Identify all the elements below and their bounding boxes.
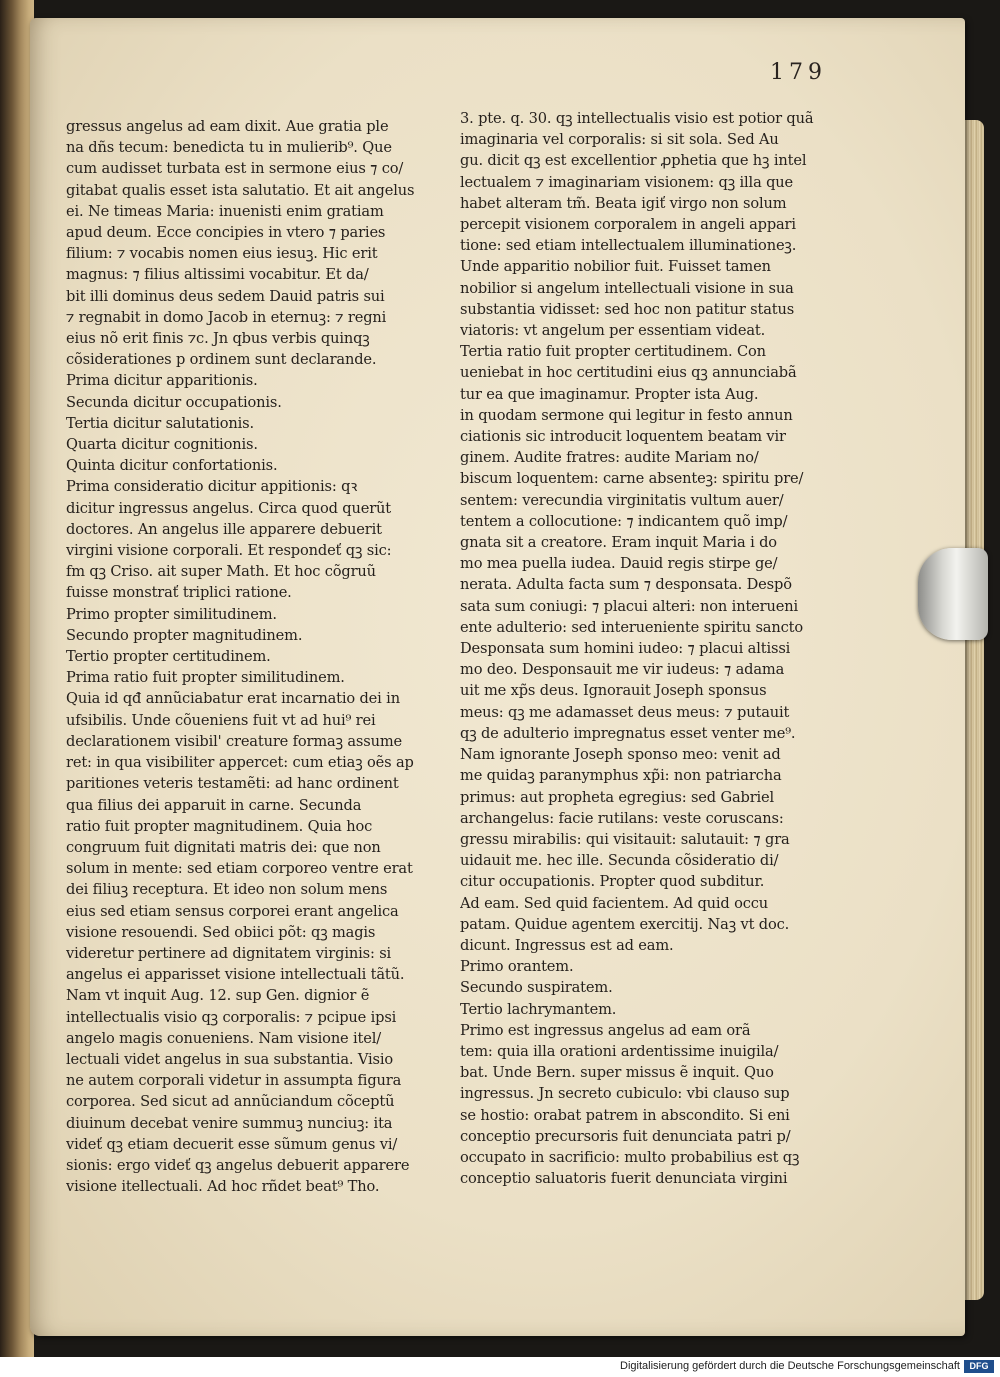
text-line: citur occupationis. Propter quod subditur. bbox=[460, 873, 765, 891]
text-line: 3. pte. q. 30. qꝫ intellectualis visio est potior quã bbox=[460, 110, 814, 127]
text-line: Ad eam. Sed quid facientem. Ad quid occu bbox=[460, 894, 769, 912]
text-line: Prima ratio fuit propter similitudinem. bbox=[66, 669, 345, 687]
text-line: dicitur ingressus angelus. Circa quod querũt bbox=[66, 499, 392, 517]
text-line: habet alteram tm̃. Beata igiť virgo non solum bbox=[460, 194, 787, 212]
text-line: na dñs tecum: benedicta tu in mulierib⁹. Que bbox=[66, 139, 392, 157]
text-line: fuisse monstrať triplici ratione. bbox=[66, 584, 292, 602]
text-line: ratio fuit propter magnitudinem. Quia hoc bbox=[66, 817, 373, 835]
text-line: Quinta dicitur confortationis. bbox=[66, 457, 278, 475]
text-line: magnus: ⁊ filius altissimi vocabitur. Et da/ bbox=[66, 266, 369, 284]
text-line: ueniebat in hoc certitudini eius qꝫ annunciabã bbox=[460, 364, 797, 382]
text-line: apud deum. Ecce concipies in vtero ⁊ paries bbox=[66, 224, 386, 242]
text-line: visione itellectuali. Ad hoc rñdet beat⁹ Tho. bbox=[66, 1178, 380, 1196]
text-line: videť qꝫ etiam decuerit esse sũmum genus vi/ bbox=[66, 1135, 398, 1153]
text-line: Tertia ratio fuit propter certitudinem. Con bbox=[460, 343, 766, 361]
text-line: Tertio lachrymantem. bbox=[460, 1000, 617, 1018]
text-line: sentem: verecundia virginitatis vultum auer/ bbox=[460, 491, 784, 509]
text-line: tur ea que imaginamur. Propter ista Aug. bbox=[460, 385, 759, 403]
text-line: ei. Ne timeas Maria: inuenisti enim gratiam bbox=[66, 202, 384, 220]
text-line: ne autem corporali videtur in assumpta figura bbox=[66, 1072, 402, 1090]
text-line: Secundo propter magnitudinem. bbox=[66, 626, 303, 644]
text-line: mo deo. Desponsauit me vir iudeus: ⁊ adama bbox=[460, 661, 785, 679]
text-line: Tertio propter certitudinem. bbox=[66, 648, 271, 666]
text-line: occupato in sacrificio: multo probabilius est qꝫ bbox=[460, 1148, 800, 1166]
text-line: cum audisset turbata est in sermone eius ⁊ co/ bbox=[66, 160, 404, 178]
text-line: viatoris: vt angelum per essentiam videat. bbox=[460, 322, 766, 340]
text-line: diuinum decebat venire summuꝫ nunciuꝫ: ita bbox=[66, 1114, 393, 1132]
text-line: declarationem visibil' creature formaꝫ assume bbox=[66, 732, 403, 750]
text-line: eius sed etiam sensus corporei erant angelica bbox=[66, 902, 399, 920]
text-line: tentem a collocutione: ⁊ indicantem quõ imp/ bbox=[460, 512, 788, 530]
text-line: gitabat qualis esset ista salutatio. Et ait angelus bbox=[66, 181, 415, 199]
text-line: ingressus. Jn secreto cubiculo: vbi clauso sup bbox=[460, 1085, 790, 1103]
right-text-column bbox=[460, 108, 844, 1189]
text-line: bat. Unde Bern. super missus ẽ inquit. Quo bbox=[460, 1064, 774, 1082]
text-line: ufsibilis. Unde cõueniens fuit vt ad hui⁹ rei bbox=[66, 711, 376, 729]
text-line: qua filius dei apparuit in carne. Secunda bbox=[66, 796, 362, 814]
text-line: angelus ei apparisset visione intellectuali tãtũ. bbox=[66, 966, 405, 984]
text-line: ente adulterio: sed interueniente spiritu sancto bbox=[460, 618, 803, 636]
text-line: filium: ⁊ vocabis nomen eius iesuꝫ. Hic erit bbox=[66, 245, 378, 263]
text-line: qꝫ de adulterio impregnatus esset venter me⁹. bbox=[460, 724, 796, 742]
text-line: in quodam sermone qui legitur in festo annun bbox=[460, 406, 793, 424]
text-line: gressus angelus ad eam dixit. Aue gratia ple bbox=[66, 118, 389, 135]
text-line: Secundo suspiratem. bbox=[460, 979, 613, 997]
dfg-logo: DFG bbox=[964, 1360, 994, 1373]
text-line: videretur pertinere ad dignitatem virginis: si bbox=[66, 944, 392, 962]
text-line: Primo propter similitudinem. bbox=[66, 605, 277, 623]
text-line: bit illi dominus deus sedem Dauid patris sui bbox=[66, 287, 385, 305]
text-line: fm qꝫ Criso. ait super Math. Et hoc cõgruũ bbox=[66, 563, 376, 581]
text-line: eius nõ erit finis ⁊c. Jn qbus verbis quinqꝫ bbox=[66, 330, 370, 348]
text-line: Primo est ingressus angelus ad eam orã bbox=[460, 1021, 751, 1039]
text-line: congruum fuit dignitati matris dei: que non bbox=[66, 838, 381, 856]
text-line: biscum loquentem: carne absenteꝫ: spiritu pre/ bbox=[460, 470, 804, 488]
text-line: Desponsata sum homini iudeo: ⁊ placui altissi bbox=[460, 640, 791, 658]
text-line: angelo magis conueniens. Nam visione itel/ bbox=[66, 1029, 382, 1047]
text-line: mo mea puella iudea. Dauid regis stirpe ge/ bbox=[460, 555, 778, 573]
text-line: ret: in qua visibiliter appercet: cum etiaꝫ oẽs ap bbox=[66, 754, 414, 772]
text-line: solum in mente: sed etiam corporeo ventre erat bbox=[66, 860, 413, 878]
text-line: corporea. Sed sicut ad annũciandum cõceptũ bbox=[66, 1093, 395, 1111]
text-line: uidauit me. hec ille. Secunda cõsideratio di/ bbox=[460, 852, 779, 870]
text-line: percepit visionem corporalem in angeli appari bbox=[460, 216, 796, 234]
text-line: se hostio: orabat patrem in abscondito. Si eni bbox=[460, 1106, 790, 1124]
text-line: virgini visione corporali. Et respondeť qꝫ sic: bbox=[66, 542, 392, 560]
text-line: substantia vidisset: sed hoc non patitur status bbox=[460, 300, 795, 318]
text-line: Prima dicitur apparitionis. bbox=[66, 372, 258, 390]
text-line: Nam vt inquit Aug. 12. sup Gen. dignior ẽ bbox=[66, 987, 370, 1005]
text-line: Quia id qđ annũciabatur erat incarnatio dei in bbox=[66, 690, 400, 708]
text-line: imaginaria vel corporalis: si sit sola. Sed Au bbox=[460, 131, 779, 149]
text-line: uit me xp̃s deus. Ignorauit Joseph sponsus bbox=[460, 682, 767, 700]
text-line: lectuali videt angelus in sua substantia. Visio bbox=[66, 1050, 394, 1068]
text-line: Unde apparitio nobilior fuit. Fuisset tamen bbox=[460, 258, 771, 276]
text-line: gu. dicit qꝫ est excellentior ꝓphetia que hꝫ intel bbox=[460, 152, 807, 170]
page-number: 179 bbox=[770, 60, 827, 85]
text-line: paritiones veteris testamẽti: ad hanc ordinent bbox=[66, 775, 399, 793]
footer-bar bbox=[0, 1357, 1000, 1377]
text-line: nerata. Adulta facta sum ⁊ desponsata. Despõ bbox=[460, 576, 792, 594]
text-line: lectualem ⁊ imaginariam visionem: qꝫ illa que bbox=[460, 173, 794, 191]
text-line: Quarta dicitur cognitionis. bbox=[66, 436, 258, 454]
text-line: tione: sed etiam intellectualem illuminationeꝫ. bbox=[460, 237, 797, 255]
text-line: patam. Quidue agentem exercitij. Naꝫ vt doc. bbox=[460, 915, 790, 933]
text-line: nobilior si angelum intellectuali visione in sua bbox=[460, 279, 794, 297]
text-line: ⁊ regnabit in domo Jacob in eternuꝫ: ⁊ regni bbox=[66, 308, 387, 326]
text-line: doctores. An angelus ille apparere debuerit bbox=[66, 520, 382, 538]
text-line: visione resouendi. Sed obiici põt: qꝫ magis bbox=[66, 923, 376, 941]
text-line: ginem. Audite fratres: audite Mariam no/ bbox=[460, 449, 759, 467]
text-line: ciationis sic introducit loquentem beatam vir bbox=[460, 428, 786, 446]
text-line: Nam ignorante Joseph sponso meo: venit ad bbox=[460, 746, 781, 764]
text-line: Prima consideratio dicitur appitionis: qꝛ bbox=[66, 478, 358, 496]
text-line: me quidaꝫ paranymphus xp̃i: non patriarcha bbox=[460, 767, 782, 785]
book-spine-edge bbox=[0, 0, 34, 1357]
text-line: archangelus: facie rutilans: veste coruscans: bbox=[460, 809, 784, 827]
text-line: tem: quia illa orationi ardentissime inuigila/ bbox=[460, 1042, 779, 1060]
text-line: conceptio precursoris fuit denunciata patri p/ bbox=[460, 1127, 791, 1145]
text-line: conceptio saluatoris fuerit denunciata virgini bbox=[460, 1170, 788, 1188]
text-line: primus: aut propheta egregius: sed Gabriel bbox=[460, 788, 775, 806]
page-clip bbox=[918, 548, 988, 640]
text-line: Primo orantem. bbox=[460, 958, 574, 976]
text-line: intellectualis visio qꝫ corporalis: ⁊ pcipue ipsi bbox=[66, 1008, 397, 1026]
text-line: cõsiderationes p ordinem sunt declarande. bbox=[66, 351, 377, 369]
text-line: Tertia dicitur salutationis. bbox=[66, 414, 254, 432]
funding-credit: Digitalisierung gefördert durch die Deutsche Forschungsgemeinschaft bbox=[620, 1360, 960, 1372]
text-line: gressu mirabilis: qui visitauit: salutauit: ⁊ gra bbox=[460, 830, 790, 848]
text-line: meus: qꝫ me adamasset deus meus: ⁊ putauit bbox=[460, 703, 790, 721]
text-line: dei filiuꝫ receptura. Et ideo non solum mens bbox=[66, 881, 388, 899]
text-line: sata sum coniugi: ⁊ placui alteri: non interueni bbox=[460, 597, 798, 615]
text-line: gnata sit a creatore. Eram inquit Maria i do bbox=[460, 534, 777, 552]
text-line: Secunda dicitur occupationis. bbox=[66, 393, 282, 411]
left-text-column bbox=[66, 116, 446, 1197]
text-line: dicunt. Ingressus est ad eam. bbox=[460, 936, 674, 954]
text-line: sionis: ergo videť qꝫ angelus debuerit apparere bbox=[66, 1156, 410, 1174]
